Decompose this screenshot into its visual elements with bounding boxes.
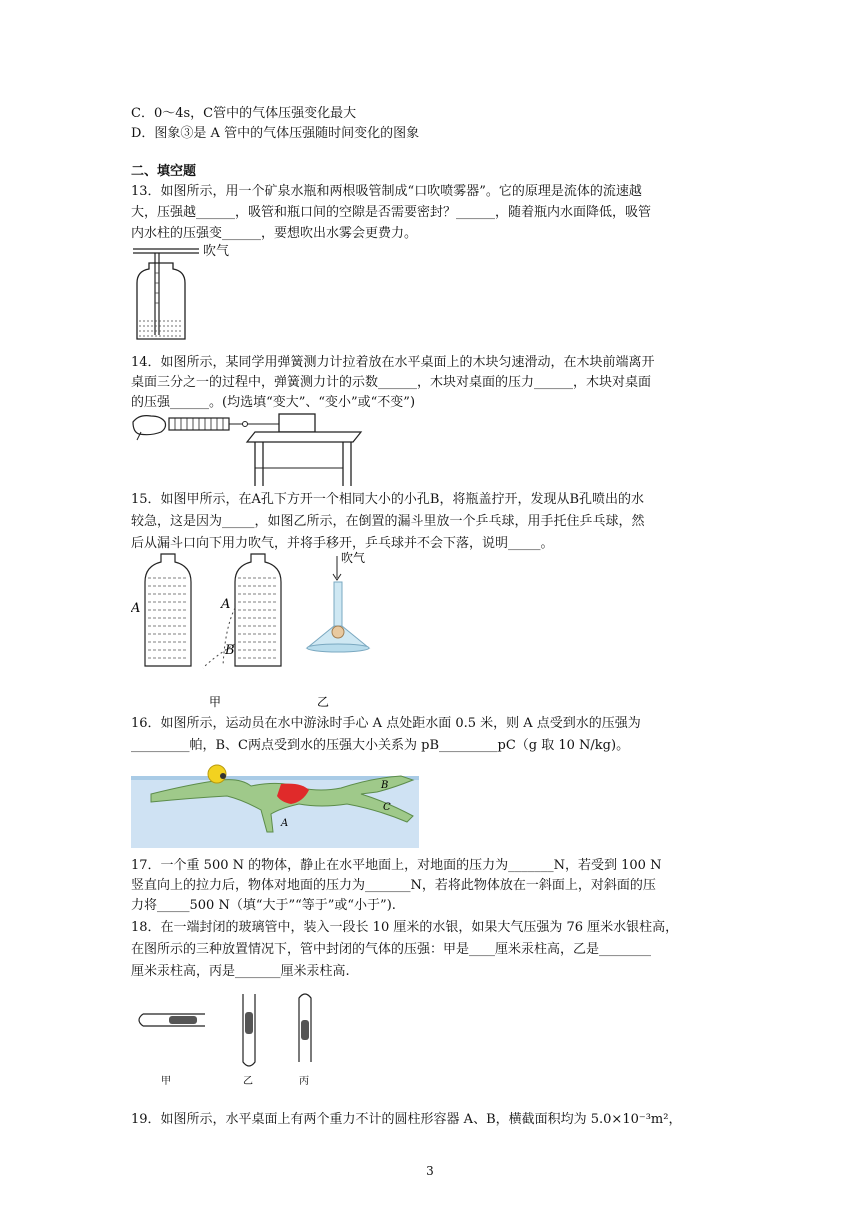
tube-caption-jia: 甲 xyxy=(161,1076,171,1087)
hole-b-label: B xyxy=(225,643,235,658)
q17-line2: 竖直向上的拉力后，物体对地面的压力为_______N，若将此物体放在一斜面上，对斜面的压 xyxy=(131,878,656,893)
q17-line1: 17．一个重 500 N 的物体，静止在水平地面上，对地面的压力为_______N，若受到 100 N xyxy=(131,858,662,873)
caption-yi: 乙 xyxy=(317,695,330,708)
q15-line2: 较急，这是因为_____，如图乙所示，在倒置的漏斗里放一个乒乓球，用手托住乒乓球，然 xyxy=(131,514,645,529)
tube-caption-yi: 乙 xyxy=(243,1076,253,1087)
tube-caption-bing: 丙 xyxy=(299,1076,309,1087)
q13-line3: 内水柱的压强变______，要想吹出水雾会更费力。 xyxy=(131,226,418,241)
point-a-label: A xyxy=(281,818,289,829)
hole-a-label-1: A xyxy=(131,601,141,616)
spray-bottle-figure xyxy=(131,243,251,345)
q19-line1: 19．如图所示，水平桌面上有两个重力不计的圆柱形容器 A、B，横截面积均为 5.0×10⁻³m²， xyxy=(131,1112,682,1127)
q13-line1: 13．如图所示，用一个矿泉水瓶和两根吸管制成“口吹喷雾器”。它的原理是流体的流速越 xyxy=(131,184,642,199)
q16-line1: 16．如图所示，运动员在水中游泳时手心 A 点处距水面 0.5 米，则 A 点受到水的压强为 xyxy=(131,716,641,731)
q14-line2: 桌面三分之一的过程中，弹簧测力计的示数______，木块对桌面的压力______，木块对桌面 xyxy=(131,375,652,390)
page-number: 3 xyxy=(426,1164,434,1178)
q14-line1: 14．如图所示，某同学用弹簧测力计拉着放在水平桌面上的木块匀速滑动，在木块前端离开 xyxy=(131,355,655,370)
q18-line1: 18．在一端封闭的玻璃管中，装入一段长 10 厘米的水银，如果大气压强为 76 厘米水银柱高， xyxy=(131,920,679,935)
q18-line2: 在图所示的三种放置情况下，管中封闭的气体的压强：甲是____厘米汞柱高，乙是________ xyxy=(131,942,652,957)
q15-line3: 后从漏斗口向下用力吹气，并将手移开，乒乓球并不会下落，说明_____。 xyxy=(131,536,554,551)
q15-line1: 15．如图甲所示，在A孔下方开一个相同大小的小孔B，将瓶盖拧开，发现从B孔喷出的水 xyxy=(131,492,645,507)
spring-scale-figure xyxy=(131,408,366,488)
q13-line2: 大，压强越______，吸管和瓶口间的空隙是否需要密封？______，随着瓶内水面降低，吸管 xyxy=(131,205,652,220)
blow-label: 吹气 xyxy=(203,244,230,259)
point-b-label: B xyxy=(381,780,389,791)
option-d: D．图象③是 A 管中的气体压强随时间变化的图象 xyxy=(131,126,420,141)
point-c-label: C xyxy=(383,802,391,813)
swimmer-figure xyxy=(131,758,421,848)
hole-a-label-2: A xyxy=(221,597,231,612)
q17-line3: 力将_____500 N（填“大于”“等于”或“小于”). xyxy=(131,898,396,913)
mercury-tubes-figure xyxy=(131,990,331,1090)
option-c: C．0～4s，C管中的气体压强变化最大 xyxy=(131,106,357,121)
q16-line2: _________帕，B、C两点受到水的压强大小关系为 pB_________pC（g 取 10 N/kg)。 xyxy=(131,738,630,753)
section-title: 二、填空题 xyxy=(131,164,197,179)
bottles-funnel-figure xyxy=(131,548,411,708)
caption-jia: 甲 xyxy=(209,695,222,708)
q14-line3: 的压强______。(均选填“变大”、“变小”或“不变”) xyxy=(131,395,416,410)
q18-line3: 厘米汞柱高，丙是_______厘米汞柱高. xyxy=(131,964,350,979)
funnel-blow-label: 吹气 xyxy=(341,551,366,565)
